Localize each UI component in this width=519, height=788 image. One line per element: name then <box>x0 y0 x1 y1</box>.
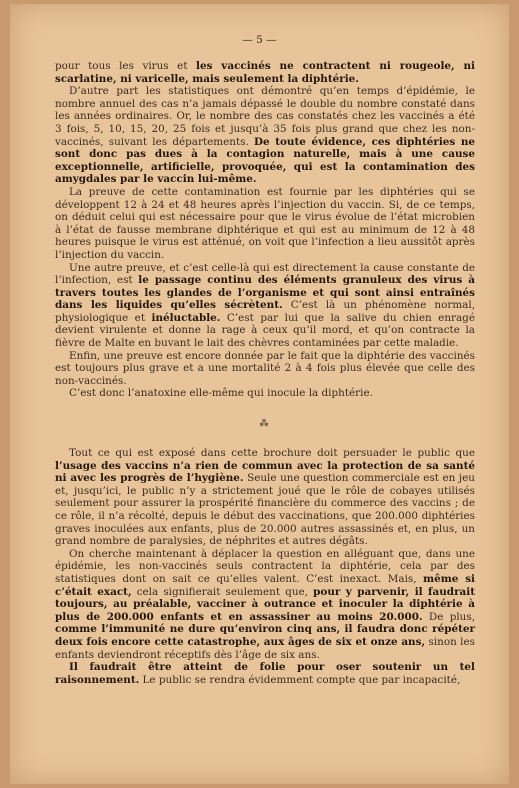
text-run: C’est par lui que la salive du chien enragé devient virulente et donne la rage à ceux qu’il mord, et qu’on contracte la fièvre de Malte en buvant le lait des chèvres contaminées par cette maladie. <box>55 311 475 350</box>
text-run: cela signifierait seulement que, <box>131 585 314 598</box>
body-text <box>55 60 475 686</box>
text-run: C’est là un phénomène normal, physiologique et <box>55 299 476 324</box>
page-number: — 5 — <box>242 34 277 46</box>
text-run: On cherche maintenant à déplacer la question en alléguant que, dans une épidémie, les non-vaccinés seuls contractent la diphtérie, cela par des statistiques dont on sait ce qu’elles valent. C’est inexact. Mais, <box>55 547 475 585</box>
bold-text-run: inéluctable. <box>151 311 221 324</box>
text-run: Enfin, une preuve est encore donnée par le fait que la diphtérie des vaccinés est toujours plus grave et a une mortalité 2 à 4 fois plus élevée que celle des non-vaccinés. <box>55 349 475 387</box>
paragraph <box>55 661 475 686</box>
text-run: Tout ce qui est exposé dans cette brochure doit persuader le public que <box>69 447 475 460</box>
paragraph <box>55 262 475 350</box>
bold-text-run: pour y parvenir, il faudrait toujours, au préalable, vacciner à outrance et inoculer la diphtérie à plus de 200.000 enfants et en assassiner au moins 20.000. <box>55 585 476 623</box>
bold-text-run: comme l’immunité ne dure qu’environ cinq ans, il faudra donc répéter deux fois encore cette catastrophe, aux âges de six et onze ans, <box>55 623 475 648</box>
paragraph <box>55 60 475 85</box>
paragraph <box>55 350 475 388</box>
bold-text-run: même si c’était exact, <box>55 572 475 598</box>
text-run: Seule une question commerciale est en jeu et, jusqu’ici, le public n’y a strictement joué que le rôle de cobayes utilisés seulement pour assurer la prospérité financière du commerce des vaccins ; de ce rôle, il n’a récolté, depuis le début des vaccinations, que 200.000 diphtéries graves inoculées aux enfants, plus de 20.000 autres assassinés et, en plus, un grand nombre de paralysies, de néphrites et autres dégâts. <box>55 472 475 548</box>
text-run: sinon les enfants deviendront réceptifs dès l’âge de six ans. <box>55 635 475 661</box>
bold-text-run: le passage continu des éléments granuleux des virus à travers toutes les glandes de l’organisme et qui sont ainsi entraînés dans les liquides qu’elles sécrètent. <box>55 274 475 312</box>
bold-text-run: Il faudrait être atteint de folie pour oser soutenir un tel raisonnement. <box>55 661 475 686</box>
book-page <box>10 4 509 784</box>
text-run: Une autre preuve, et c’est celle-là qui est directement la cause constante de l’infection, est <box>55 261 475 287</box>
paragraph <box>55 387 475 400</box>
paragraph <box>55 85 475 186</box>
section-separator: ⁂ <box>259 419 271 430</box>
paragraph <box>55 447 475 548</box>
text-run: pour tous les virus et <box>55 60 197 72</box>
bold-text-run: l’usage des vaccins n’a rien de commun avec la protection de sa santé ni avec les progrès de l’hygiène. <box>55 459 475 485</box>
paragraph <box>55 186 475 262</box>
text-run: D’autre part les statistiques ont démontré qu’en temps d’épidémie, le nombre annuel des cas n’a jamais dépassé le double du nombre constaté dans les années ordinaires. Or, le nombre des cas constatés chez les vaccinés a été 3 fois, 5, 10, 15, 20, 25 fois et jusqu’à 35 fois plus grand que chez les non-vaccinés, suivant les départements. <box>55 85 475 148</box>
text-run: La preuve de cette contamination est fournie par les diphtéries qui se développent 12 à 24 et 48 heures après l’injection du vaccin. Si, de ce temps, on déduit celui qui est nécessaire pour que le virus évolue de l’état microbien à l’état de fausse membrane diphtérique et qui est au minimum de 12 à 48 heures puisque le virus est atténué, on voit que l’infection a lieu aussitôt après l’injection du vaccin. <box>55 185 475 261</box>
paragraph <box>55 548 475 661</box>
text-run: C’est donc l’anatoxine elle-même qui inocule la diphtérie. <box>69 387 373 400</box>
text-run: Le public se rendra évidemment compte que par incapacité, <box>139 673 461 686</box>
bold-text-run: les vaccinés ne contractent ni rougeole, ni scarlatine, ni varicelle, mais seulement la diphtérie. <box>55 60 475 85</box>
bold-text-run: De toute évidence, ces diphtéries ne sont donc pas dues à la contagion naturelle, mais à une cause exceptionnelle, artificielle, provoquée, qui est la contamination des amygdales par le vaccin lui-même. <box>55 135 475 186</box>
text-run: De plus, <box>422 610 475 623</box>
